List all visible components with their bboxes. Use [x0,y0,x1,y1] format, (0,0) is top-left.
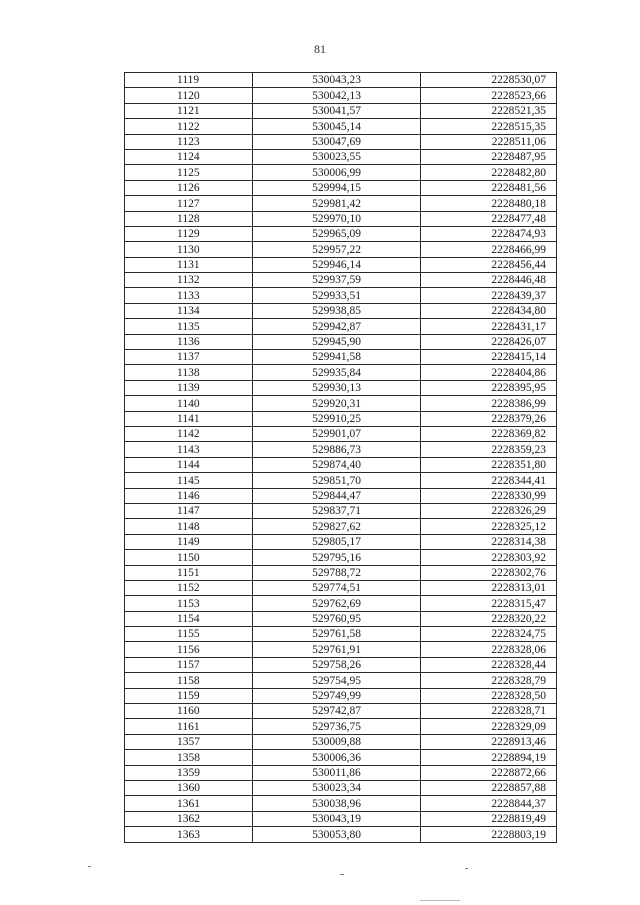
y-coordinate-cell: 2228480,18 [421,196,557,211]
x-coordinate-cell: 530011,86 [253,765,421,780]
point-number-cell: 1119 [125,73,253,88]
x-coordinate-cell: 530041,57 [253,103,421,118]
point-number-cell: 1154 [125,611,253,626]
point-number-cell: 1138 [125,365,253,380]
point-number-cell: 1155 [125,627,253,642]
y-coordinate-cell: 2228313,01 [421,580,557,595]
table-row [125,580,557,595]
point-number-cell: 1358 [125,750,253,765]
y-coordinate-cell: 2228314,38 [421,534,557,549]
x-coordinate-cell: 529788,72 [253,565,421,580]
point-number-cell: 1129 [125,226,253,241]
table-row [125,796,557,811]
point-number-cell: 1362 [125,811,253,826]
point-number-cell: 1137 [125,350,253,365]
table-row [125,534,557,549]
y-coordinate-cell: 2228303,92 [421,550,557,565]
point-number-cell: 1143 [125,442,253,457]
y-coordinate-cell: 2228315,47 [421,596,557,611]
table-row [125,611,557,626]
point-number-cell: 1363 [125,827,253,842]
x-coordinate-cell: 529874,40 [253,457,421,472]
table-row [125,211,557,226]
x-coordinate-cell: 529736,75 [253,719,421,734]
x-coordinate-cell: 529910,25 [253,411,421,426]
point-number-cell: 1121 [125,103,253,118]
y-coordinate-cell: 2228324,75 [421,627,557,642]
x-coordinate-cell: 529742,87 [253,704,421,719]
x-coordinate-cell: 529749,99 [253,688,421,703]
point-number-cell: 1151 [125,565,253,580]
scan-mark [420,900,460,901]
x-coordinate-cell: 529805,17 [253,534,421,549]
x-coordinate-cell: 530006,36 [253,750,421,765]
x-coordinate-cell: 529937,59 [253,273,421,288]
y-coordinate-cell: 2228344,41 [421,473,557,488]
y-coordinate-cell: 2228844,37 [421,796,557,811]
y-coordinate-cell: 2228329,09 [421,719,557,734]
point-number-cell: 1120 [125,88,253,103]
x-coordinate-cell: 529758,26 [253,657,421,672]
x-coordinate-cell: 529844,47 [253,488,421,503]
table-row [125,88,557,103]
point-number-cell: 1147 [125,503,253,518]
point-number-cell: 1141 [125,411,253,426]
y-coordinate-cell: 2228913,46 [421,734,557,749]
x-coordinate-cell: 530009,88 [253,734,421,749]
y-coordinate-cell: 2228302,76 [421,565,557,580]
table-row [125,673,557,688]
point-number-cell: 1128 [125,211,253,226]
y-coordinate-cell: 2228894,19 [421,750,557,765]
scan-mark [340,874,344,875]
point-number-cell: 1130 [125,242,253,257]
y-coordinate-cell: 2228369,82 [421,426,557,441]
y-coordinate-cell: 2228477,48 [421,211,557,226]
table-row [125,380,557,395]
x-coordinate-cell: 529994,15 [253,180,421,195]
point-number-cell: 1127 [125,196,253,211]
y-coordinate-cell: 2228328,06 [421,642,557,657]
x-coordinate-cell: 529945,90 [253,334,421,349]
y-coordinate-cell: 2228523,66 [421,88,557,103]
table-row [125,657,557,672]
x-coordinate-cell: 529754,95 [253,673,421,688]
x-coordinate-cell: 529970,10 [253,211,421,226]
table-row [125,257,557,272]
table-row [125,473,557,488]
y-coordinate-cell: 2228328,79 [421,673,557,688]
table-row [125,334,557,349]
table-row [125,303,557,318]
table-row [125,134,557,149]
y-coordinate-cell: 2228481,56 [421,180,557,195]
page-number: 81 [314,42,326,56]
table-row [125,811,557,826]
y-coordinate-cell: 2228320,22 [421,611,557,626]
x-coordinate-cell: 529942,87 [253,319,421,334]
x-coordinate-cell: 530045,14 [253,119,421,134]
y-coordinate-cell: 2228379,26 [421,411,557,426]
y-coordinate-cell: 2228511,06 [421,134,557,149]
point-number-cell: 1357 [125,734,253,749]
table-row [125,734,557,749]
table-row [125,442,557,457]
x-coordinate-cell: 529935,84 [253,365,421,380]
point-number-cell: 1145 [125,473,253,488]
point-number-cell: 1123 [125,134,253,149]
y-coordinate-cell: 2228857,88 [421,780,557,795]
x-coordinate-cell: 529760,95 [253,611,421,626]
x-coordinate-cell: 529795,16 [253,550,421,565]
table-row [125,226,557,241]
point-number-cell: 1140 [125,396,253,411]
table-row [125,73,557,88]
y-coordinate-cell: 2228872,66 [421,765,557,780]
x-coordinate-cell: 530006,99 [253,165,421,180]
y-coordinate-cell: 2228328,71 [421,704,557,719]
y-coordinate-cell: 2228466,99 [421,242,557,257]
y-coordinate-cell: 2228431,17 [421,319,557,334]
point-number-cell: 1134 [125,303,253,318]
point-number-cell: 1160 [125,704,253,719]
x-coordinate-cell: 529761,58 [253,627,421,642]
point-number-cell: 1133 [125,288,253,303]
point-number-cell: 1158 [125,673,253,688]
table-row [125,488,557,503]
x-coordinate-cell: 529920,31 [253,396,421,411]
x-coordinate-cell: 529981,42 [253,196,421,211]
x-coordinate-cell: 529774,51 [253,580,421,595]
y-coordinate-cell: 2228434,80 [421,303,557,318]
x-coordinate-cell: 530043,19 [253,811,421,826]
table-row [125,457,557,472]
table-row [125,273,557,288]
y-coordinate-cell: 2228351,80 [421,457,557,472]
x-coordinate-cell: 529933,51 [253,288,421,303]
table-row [125,688,557,703]
y-coordinate-cell: 2228487,95 [421,149,557,164]
table-row [125,827,557,842]
table-row [125,396,557,411]
point-number-cell: 1148 [125,519,253,534]
table-row [125,596,557,611]
table-row [125,642,557,657]
x-coordinate-cell: 529957,22 [253,242,421,257]
y-coordinate-cell: 2228819,49 [421,811,557,826]
scan-mark [88,866,91,867]
y-coordinate-cell: 2228330,99 [421,488,557,503]
y-coordinate-cell: 2228328,44 [421,657,557,672]
point-number-cell: 1125 [125,165,253,180]
y-coordinate-cell: 2228446,48 [421,273,557,288]
coordinates-table [124,72,557,843]
table-row [125,550,557,565]
table-row [125,196,557,211]
y-coordinate-cell: 2228530,07 [421,73,557,88]
point-number-cell: 1153 [125,596,253,611]
point-number-cell: 1146 [125,488,253,503]
point-number-cell: 1157 [125,657,253,672]
table-row [125,503,557,518]
x-coordinate-cell: 529827,62 [253,519,421,534]
y-coordinate-cell: 2228803,19 [421,827,557,842]
table-row [125,426,557,441]
table-row [125,519,557,534]
table-row [125,165,557,180]
x-coordinate-cell: 530043,23 [253,73,421,88]
x-coordinate-cell: 529901,07 [253,426,421,441]
y-coordinate-cell: 2228325,12 [421,519,557,534]
table-row [125,765,557,780]
table-row [125,627,557,642]
y-coordinate-cell: 2228456,44 [421,257,557,272]
table-row [125,719,557,734]
table-row [125,365,557,380]
point-number-cell: 1360 [125,780,253,795]
y-coordinate-cell: 2228474,93 [421,226,557,241]
scan-mark [465,868,468,869]
point-number-cell: 1161 [125,719,253,734]
y-coordinate-cell: 2228426,07 [421,334,557,349]
x-coordinate-cell: 529886,73 [253,442,421,457]
point-number-cell: 1131 [125,257,253,272]
table-row [125,350,557,365]
point-number-cell: 1149 [125,534,253,549]
point-number-cell: 1124 [125,149,253,164]
x-coordinate-cell: 529837,71 [253,503,421,518]
table-row [125,119,557,134]
x-coordinate-cell: 529938,85 [253,303,421,318]
point-number-cell: 1150 [125,550,253,565]
point-number-cell: 1132 [125,273,253,288]
x-coordinate-cell: 529941,58 [253,350,421,365]
table-row [125,103,557,118]
table-row [125,319,557,334]
x-coordinate-cell: 530038,96 [253,796,421,811]
point-number-cell: 1136 [125,334,253,349]
table-row [125,149,557,164]
x-coordinate-cell: 530042,13 [253,88,421,103]
y-coordinate-cell: 2228515,35 [421,119,557,134]
point-number-cell: 1159 [125,688,253,703]
x-coordinate-cell: 529851,70 [253,473,421,488]
point-number-cell: 1139 [125,380,253,395]
table-row [125,180,557,195]
y-coordinate-cell: 2228395,95 [421,380,557,395]
y-coordinate-cell: 2228439,37 [421,288,557,303]
x-coordinate-cell: 529761,91 [253,642,421,657]
y-coordinate-cell: 2228328,50 [421,688,557,703]
point-number-cell: 1359 [125,765,253,780]
x-coordinate-cell: 529946,14 [253,257,421,272]
table-row [125,565,557,580]
table-row [125,288,557,303]
point-number-cell: 1142 [125,426,253,441]
x-coordinate-cell: 530053,80 [253,827,421,842]
table-row [125,750,557,765]
point-number-cell: 1126 [125,180,253,195]
y-coordinate-cell: 2228415,14 [421,350,557,365]
coordinates-table-body [125,73,557,843]
point-number-cell: 1135 [125,319,253,334]
table-row [125,411,557,426]
x-coordinate-cell: 529930,13 [253,380,421,395]
y-coordinate-cell: 2228521,35 [421,103,557,118]
point-number-cell: 1361 [125,796,253,811]
table-row [125,242,557,257]
x-coordinate-cell: 529965,09 [253,226,421,241]
x-coordinate-cell: 530023,34 [253,780,421,795]
x-coordinate-cell: 529762,69 [253,596,421,611]
y-coordinate-cell: 2228386,99 [421,396,557,411]
table-row [125,704,557,719]
x-coordinate-cell: 530023,55 [253,149,421,164]
point-number-cell: 1122 [125,119,253,134]
y-coordinate-cell: 2228482,80 [421,165,557,180]
point-number-cell: 1156 [125,642,253,657]
table-row [125,780,557,795]
y-coordinate-cell: 2228404,86 [421,365,557,380]
point-number-cell: 1144 [125,457,253,472]
point-number-cell: 1152 [125,580,253,595]
y-coordinate-cell: 2228326,29 [421,503,557,518]
x-coordinate-cell: 530047,69 [253,134,421,149]
y-coordinate-cell: 2228359,23 [421,442,557,457]
